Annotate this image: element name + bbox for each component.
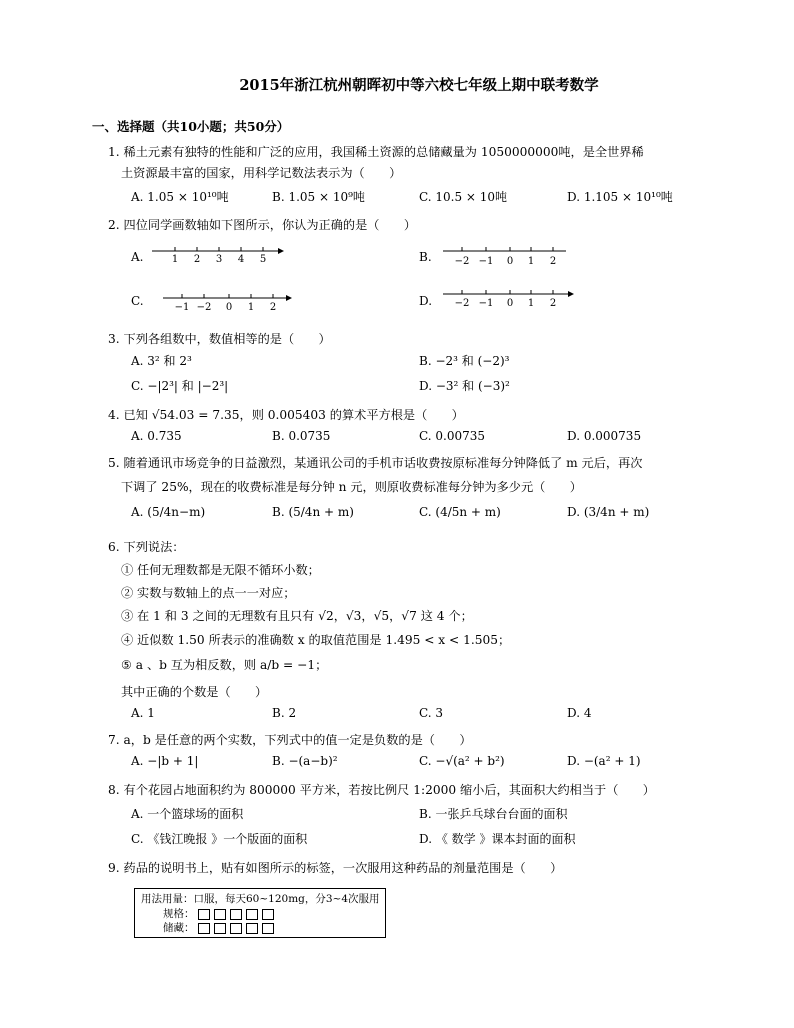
number-line-d bbox=[443, 290, 574, 309]
q4-stem: 4. 已知 √54.03 = 7.35，则 0.005403 的算术平方根是（ ） bbox=[108, 408, 464, 422]
label-spec: 规格： bbox=[163, 908, 195, 920]
q7-option-b: B. −(a−b)² bbox=[272, 754, 338, 768]
tick-label: 1 bbox=[527, 298, 535, 309]
tick-label: 5 bbox=[259, 254, 267, 265]
blank-box bbox=[262, 923, 274, 934]
q7-stem: 7. a，b 是任意的两个实数，下列式中的值一定是负数的是（ ） bbox=[108, 733, 472, 747]
q4-option-d: D. 0.000735 bbox=[567, 429, 642, 443]
label-storage: 储藏： bbox=[163, 922, 195, 934]
q5-option-b: B. (5/4n + m) bbox=[272, 505, 354, 519]
tick-label: 3 bbox=[215, 254, 223, 265]
tick-label: 2 bbox=[549, 256, 557, 267]
tick-label: 2 bbox=[269, 302, 277, 313]
q2-number-lines bbox=[0, 0, 794, 330]
q6-option-c: C. 3 bbox=[419, 706, 444, 720]
blank-box bbox=[230, 923, 242, 934]
q7-option-d: D. −(a² + 1) bbox=[567, 754, 641, 768]
q7-option-a: A. −|b + 1| bbox=[131, 754, 199, 768]
q3-option-d: D. −3² 和 (−3)² bbox=[419, 379, 510, 393]
q8-option-a: A. 一个篮球场的面积 bbox=[131, 807, 244, 821]
q6-option-d: D. 4 bbox=[567, 706, 592, 720]
number-line-b bbox=[443, 247, 566, 267]
number-line-c bbox=[163, 294, 292, 313]
blank-box bbox=[214, 923, 226, 934]
q5-option-c: C. (4/5n + m) bbox=[419, 505, 501, 519]
q4-option-b: B. 0.0735 bbox=[272, 429, 331, 443]
number-line-a bbox=[152, 247, 284, 265]
q8-option-c: C. 《钱江晚报 》一个版面的面积 bbox=[131, 832, 308, 846]
q6-statement-3: ③ 在 1 和 3 之间的无理数有且只有 √2，√3，√5，√7 这 4 个； bbox=[121, 609, 473, 623]
q2-option-c: C. bbox=[131, 294, 144, 308]
blank-box bbox=[262, 909, 274, 920]
blank-box bbox=[198, 923, 210, 934]
q6-statement-2: ② 实数与数轴上的点一一对应； bbox=[121, 586, 296, 600]
medicine-label bbox=[134, 888, 386, 938]
tick-label: −1 bbox=[174, 302, 190, 313]
q7-option-c: C. −√(a² + b²) bbox=[419, 754, 505, 768]
tick-label: −1 bbox=[478, 298, 494, 309]
page-title: 2015年浙江杭州朝晖初中等六校七年级上期中联考数学 bbox=[239, 77, 599, 94]
tick-label: −2 bbox=[196, 302, 212, 313]
q4-option-a: A. 0.735 bbox=[131, 429, 182, 443]
tick-label: 2 bbox=[549, 298, 557, 309]
q5-option-d: D. (3/4n + m) bbox=[567, 505, 650, 519]
q1-line1: 1. 稀土元素有独特的性能和广泛的应用，我国稀土资源的总储藏量为 1050000000吨，是全世界稀 bbox=[108, 145, 644, 159]
label-usage: 用法用量：口服，每天60~120mg，分3~4次服用 bbox=[141, 893, 380, 905]
q4-option-c: C. 0.00735 bbox=[419, 429, 486, 443]
q8-stem: 8. 有个花园占地面积约为 800000 平方米，若按比例尺 1:2000 缩小后，其面积大约相当于（ ） bbox=[108, 783, 655, 797]
q5-option-a: A. (5/4n−m) bbox=[131, 505, 206, 519]
tick-label: −2 bbox=[454, 256, 470, 267]
q1-option-a: A. 1.05 × 10¹⁰吨 bbox=[131, 190, 229, 204]
q6-ask: 其中正确的个数是（ ） bbox=[121, 685, 268, 699]
q8-option-d: D. 《 数学 》课本封面的面积 bbox=[419, 832, 576, 846]
q1-line2: 土资源最丰富的国家，用科学记数法表示为（ ） bbox=[121, 166, 402, 180]
tick-label: −2 bbox=[454, 298, 470, 309]
q1-option-d: D. 1.105 × 10¹⁰吨 bbox=[567, 190, 673, 204]
blank-box bbox=[214, 909, 226, 920]
q9-stem: 9. 药品的说明书上，贴有如图所示的标签，一次服用这种药品的剂量范围是（ ） bbox=[108, 861, 563, 875]
q2-stem: 2. 四位同学画数轴如下图所示，你认为正确的是（ ） bbox=[108, 218, 417, 232]
q1-option-c: C. 10.5 × 10吨 bbox=[419, 190, 508, 204]
q1-option-b: B. 1.05 × 10⁹吨 bbox=[272, 190, 365, 204]
q6-statement-5: ⑤ a 、b 互为相反数，则 a/b = −1； bbox=[121, 658, 328, 672]
q6-statement-1: ① 任何无理数都是无限不循环小数； bbox=[121, 563, 320, 577]
tick-label: 0 bbox=[506, 298, 514, 309]
tick-label: 1 bbox=[247, 302, 255, 313]
q5-line2: 下调了 25%，现在的收费标准是每分钟 n 元，则原收费标准每分钟为多少元（ ） bbox=[121, 480, 582, 494]
blank-box bbox=[246, 909, 258, 920]
tick-label: 1 bbox=[171, 254, 179, 265]
q6-stem: 6. 下列说法： bbox=[108, 540, 185, 554]
q3-option-c: C. −|2³| 和 |−2³| bbox=[131, 379, 229, 393]
q3-stem: 3. 下列各组数中，数值相等的是（ ） bbox=[108, 332, 331, 346]
q2-option-b: B. bbox=[419, 250, 432, 264]
blank-box bbox=[198, 909, 210, 920]
q8-option-b: B. 一张乒乓球台台面的面积 bbox=[419, 807, 568, 821]
blank-box bbox=[246, 923, 258, 934]
tick-label: 0 bbox=[225, 302, 233, 313]
q2-option-d: D. bbox=[419, 294, 433, 308]
section-heading: 一、选择题（共10小题；共50分） bbox=[92, 119, 290, 134]
blank-box bbox=[230, 909, 242, 920]
q3-option-a: A. 3² 和 2³ bbox=[131, 354, 192, 368]
tick-label: −1 bbox=[478, 256, 494, 267]
q3-option-b: B. −2³ 和 (−2)³ bbox=[419, 354, 510, 368]
q6-option-b: B. 2 bbox=[272, 706, 297, 720]
tick-label: 2 bbox=[193, 254, 201, 265]
q2-option-a: A. bbox=[131, 250, 144, 264]
q5-line1: 5. 随着通讯市场竞争的日益激烈，某通讯公司的手机市话收费按原标准每分钟降低了 m 元后，再次 bbox=[108, 456, 643, 470]
tick-label: 1 bbox=[527, 256, 535, 267]
q6-statement-4: ④ 近似数 1.50 所表示的准确数 x 的取值范围是 1.495 < x < 1.505； bbox=[121, 633, 511, 647]
tick-label: 0 bbox=[506, 256, 514, 267]
tick-label: 4 bbox=[237, 254, 245, 265]
q6-option-a: A. 1 bbox=[131, 706, 155, 720]
